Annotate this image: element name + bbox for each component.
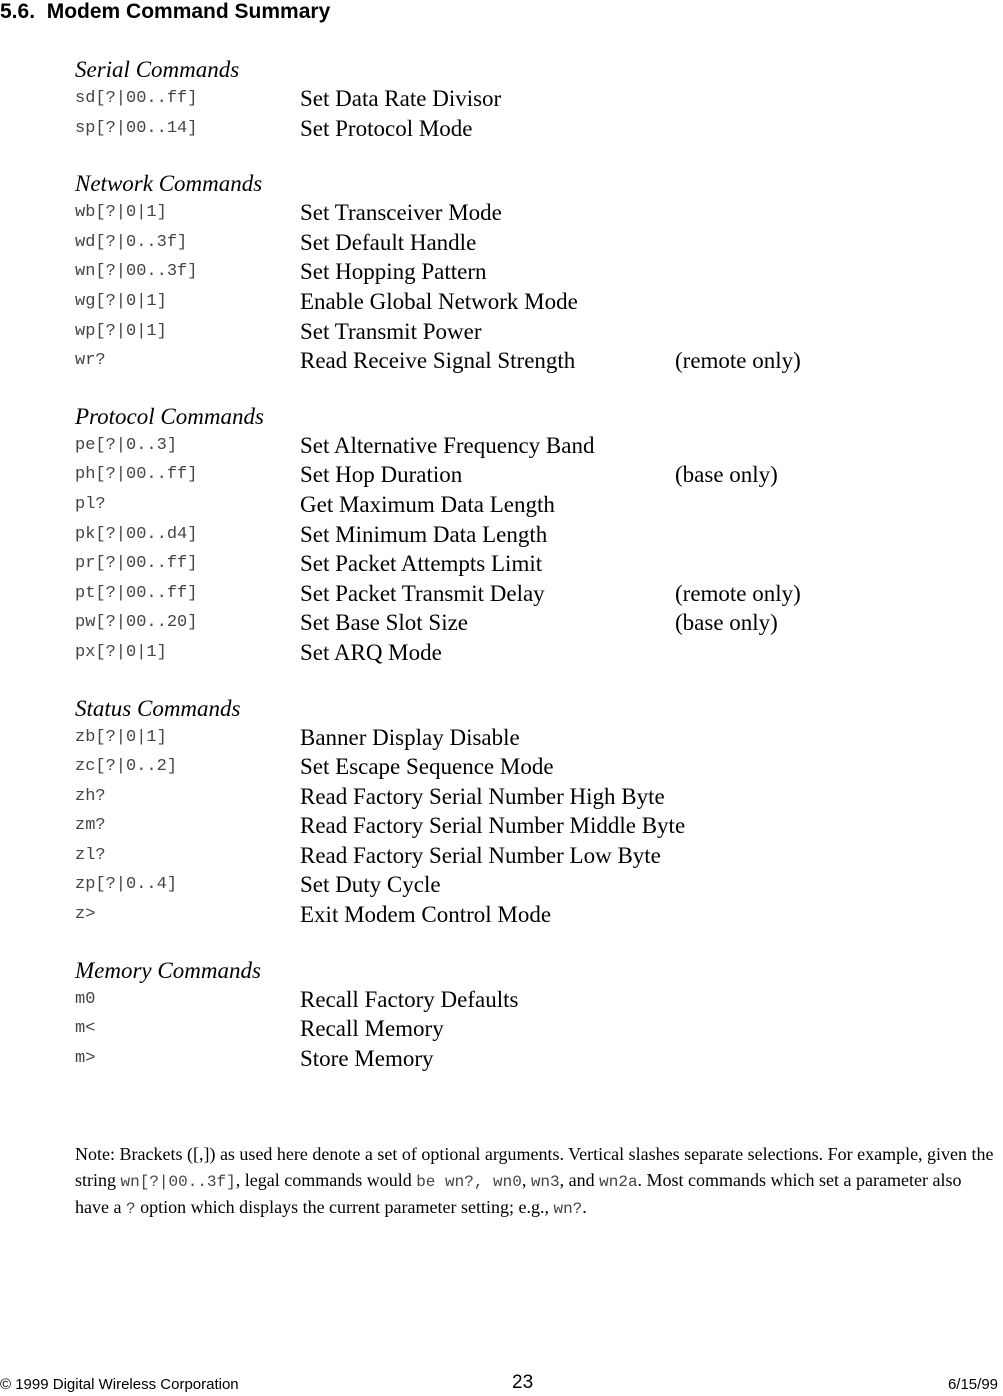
command-scope: (base only) [675,610,778,636]
command-syntax: wg[?|0|1] [75,291,167,311]
command-syntax: z> [75,905,96,925]
note-code: wn[?|00..3f] [120,1172,236,1191]
command-row [75,752,975,782]
note-text: Note: Brackets ([,]) as used here denote a set of optional arguments. Vertical slashes separate selections. For example, given the string [75,1144,994,1190]
command-row [75,1014,975,1044]
command-description: Read Factory Serial Number Middle Byte [300,813,686,839]
command-row [75,490,975,520]
footer-copyright: © 1999 Digital Wireless Corporation [0,1376,239,1393]
command-description: Banner Display Disable [300,724,520,750]
note-text: . [582,1197,587,1217]
command-description: Set Transmit Power [300,318,482,344]
command-row [75,317,975,347]
command-description: Set Minimum Data Length [300,521,548,547]
command-description: Set ARQ Mode [300,639,442,665]
command-section [75,956,975,1074]
command-description: Set Escape Sequence Mode [300,754,554,780]
command-row [75,870,975,900]
command-description: Set Base Slot Size [300,610,469,636]
section-title: Status Commands [75,695,241,721]
command-scope: (remote only) [675,580,801,606]
command-row [75,84,975,114]
command-syntax: m> [75,1048,96,1068]
command-syntax: zc[?|0..2] [75,757,178,777]
command-description: Set Transceiver Mode [300,200,502,226]
command-description: Set Hopping Pattern [300,259,487,285]
command-syntax: pw[?|00..20] [75,613,198,633]
command-section [75,402,975,668]
note-text: option which displays the current parameter setting; e.g., [135,1197,554,1217]
command-row [75,638,975,668]
command-row [75,114,975,144]
command-syntax: wp[?|0|1] [75,321,167,341]
command-syntax: px[?|0|1] [75,642,167,662]
command-syntax: zl? [75,845,106,865]
command-syntax: m< [75,1019,96,1039]
command-description: Set Default Handle [300,229,477,255]
note-code: wn3 [530,1172,560,1191]
command-description: Set Hop Duration [300,462,463,488]
command-row [75,257,975,287]
footer-page-number: 23 [512,1372,534,1393]
command-section [75,169,975,376]
command-scope: (remote only) [675,348,801,374]
note-code: wn? [553,1200,583,1218]
footer-date: 6/15/99 [947,1376,998,1393]
command-row [75,1044,975,1074]
note-text: , and [559,1169,600,1190]
command-syntax: pk[?|00..d4] [75,524,198,544]
command-section [75,55,975,143]
command-row [75,985,975,1015]
command-description: Set Packet Transmit Delay [300,580,545,606]
command-syntax: pe[?|0..3] [75,435,178,455]
section-title: Network Commands [75,171,263,197]
command-description: Set Alternative Frequency Band [300,432,595,458]
page-heading: 5.6. Modem Command Summary [0,0,331,23]
command-syntax: ph[?|00..ff] [75,465,198,485]
command-row [75,900,975,930]
command-syntax: wr? [75,351,106,371]
command-syntax: pl? [75,494,106,514]
command-row [75,460,975,490]
section-title: Serial Commands [75,57,240,82]
command-description: Set Protocol Mode [300,115,473,141]
section-title: Protocol Commands [75,403,264,429]
command-row [75,520,975,550]
command-description: Set Duty Cycle [300,872,441,898]
command-description: Read Receive Signal Strength [300,348,576,374]
command-description: Get Maximum Data Length [300,491,555,517]
command-description: Read Factory Serial Number Low Byte [300,842,661,868]
note-text: . Most commands which set a parameter also have a [75,1169,962,1217]
command-syntax: wb[?|0|1] [75,203,167,223]
command-row [75,811,975,841]
command-row [75,549,975,579]
command-syntax: zp[?|0..4] [75,875,178,895]
note-paragraph [75,1142,995,1223]
command-syntax: sd[?|00..ff] [75,89,198,108]
command-syntax: wn[?|00..3f] [75,262,198,282]
command-description: Enable Global Network Mode [300,288,578,314]
command-summary [75,55,975,1099]
note-text: , [521,1169,531,1190]
command-row [75,782,975,812]
command-scope: (base only) [675,462,778,488]
note-code: ? [125,1200,136,1218]
command-description: Recall Factory Defaults [300,986,519,1012]
note-code: wn2a [599,1172,638,1191]
command-row [75,431,975,461]
command-syntax: zm? [75,816,106,836]
command-description: Read Factory Serial Number High Byte [300,783,665,809]
section-title: Memory Commands [75,957,261,983]
command-syntax: m0 [75,989,96,1009]
command-description: Exit Modem Control Mode [300,902,552,928]
command-row [75,198,975,228]
command-syntax: sp[?|00..14] [75,118,198,138]
command-row [75,287,975,317]
command-row [75,723,975,753]
command-syntax: zb[?|0|1] [75,727,167,747]
note-code: be wn?, wn0 [416,1172,522,1191]
command-description: Set Data Rate Divisor [300,86,502,111]
command-row [75,841,975,871]
command-syntax: zh? [75,786,106,806]
command-row [75,346,975,376]
command-description: Store Memory [300,1045,434,1071]
command-row [75,228,975,258]
command-syntax: pt[?|00..ff] [75,583,198,603]
command-section [75,694,975,930]
command-syntax: pr[?|00..ff] [75,554,198,574]
note-text: , legal commands would [235,1169,417,1190]
command-description: Set Packet Attempts Limit [300,551,543,577]
command-syntax: wd[?|0..3f] [75,232,188,252]
command-row [75,579,975,609]
command-row [75,608,975,638]
command-description: Recall Memory [300,1016,444,1042]
